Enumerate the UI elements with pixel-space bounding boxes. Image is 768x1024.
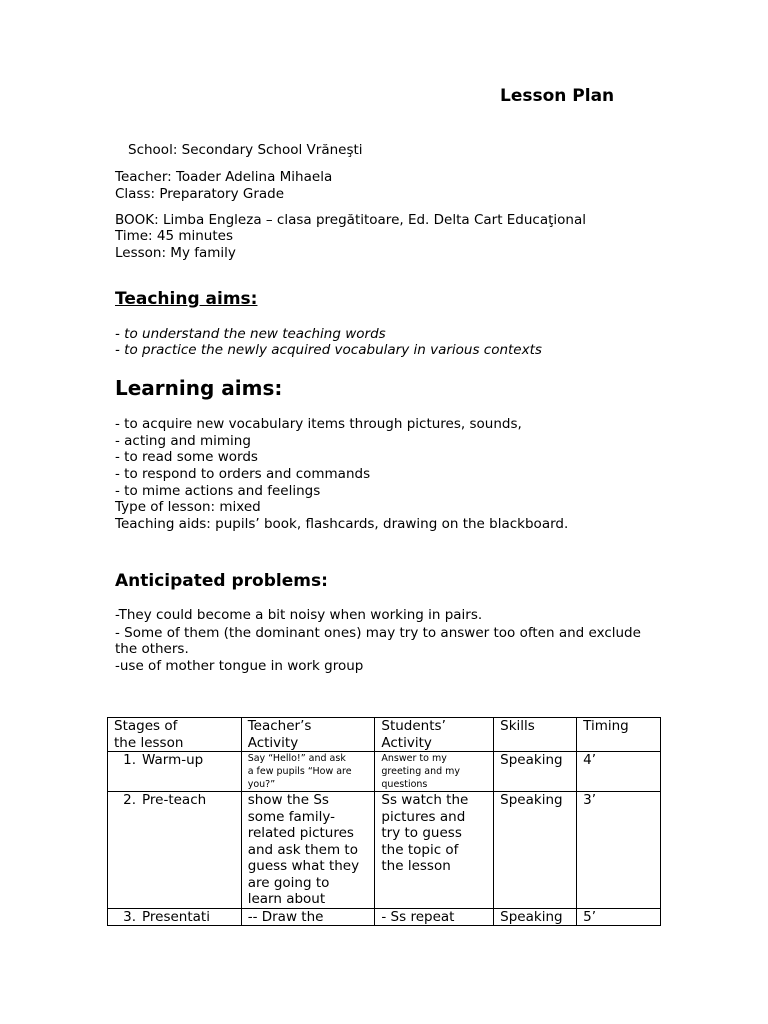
cell-line: related pictures [247, 825, 354, 841]
teacher-line: Teacher: Toader Adelina Mihaela [115, 169, 333, 185]
problem-line: - Some of them (the dominant ones) may try to answer too often and exclude [115, 625, 641, 641]
cell-line: show the Ss [247, 792, 329, 808]
header-skills: Skills [494, 718, 577, 752]
header-teacher-activity [241, 718, 375, 752]
cell-line: Ss watch the [381, 792, 469, 808]
lesson-plan-table [107, 717, 661, 926]
timing-cell: 3’ [577, 792, 661, 909]
problem-line: the others. [115, 641, 189, 657]
table-row [108, 752, 661, 792]
document-title: Lesson Plan [500, 86, 615, 106]
timing-cell: 5’ [577, 908, 661, 926]
stage-name: Presentati [142, 908, 210, 925]
teacher-activity-cell [241, 752, 375, 792]
stage-number: 3. [123, 908, 136, 925]
header-text: Activity [381, 734, 432, 751]
table-row [108, 792, 661, 909]
cell-line: a few pupils “How are [247, 766, 352, 777]
cell-line: the lesson [381, 858, 451, 874]
stage-cell [108, 908, 242, 926]
learning-aims-heading: Learning aims: [115, 376, 283, 400]
cell-line: -- Draw the [247, 908, 324, 925]
problem-line: -use of mother tongue in work group [115, 658, 364, 674]
cell-line: learn about [247, 891, 326, 907]
learning-aim-item: - acting and miming [115, 433, 251, 449]
problem-line: -They could become a bit noisy when working in pairs. [115, 607, 483, 623]
header-text: Stages of [114, 718, 178, 734]
stage-number: 2. [123, 792, 136, 808]
time-line: Time: 45 minutes [115, 228, 233, 244]
cell-line: try to guess [381, 825, 462, 841]
skills-cell: Speaking [494, 752, 577, 792]
header-stages [108, 718, 242, 752]
header-students-activity [375, 718, 494, 752]
cell-line: - Ss repeat [381, 908, 455, 925]
students-activity-cell [375, 792, 494, 909]
students-activity-cell [375, 908, 494, 926]
timing-cell: 4’ [577, 752, 661, 792]
learning-aim-item: - to read some words [115, 449, 258, 465]
teaching-aim-item: - to practice the newly acquired vocabulary in various contexts [115, 342, 542, 358]
learning-aim-item: - to mime actions and feelings [115, 483, 321, 499]
book-line: BOOK: Limba Engleza – clasa pregătitoare, Ed. Delta Cart Educaţional [115, 212, 587, 228]
learning-aim-item: - to acquire new vocabulary items through pictures, sounds, [115, 416, 522, 432]
header-text: Students’ [381, 718, 446, 734]
cell-line: are going to [247, 874, 330, 891]
students-activity-cell [375, 752, 494, 792]
cell-line: Say “Hello!” and ask [247, 753, 346, 764]
skills-cell: Speaking [494, 908, 577, 926]
lesson-line: Lesson: My family [115, 245, 236, 261]
cell-line: and ask them to [247, 841, 358, 858]
table-row [108, 908, 661, 926]
cell-line: the topic of [381, 841, 459, 858]
stage-name: Warm-up [142, 752, 204, 768]
cell-line: guess what they [247, 858, 360, 874]
header-text: the lesson [114, 734, 184, 751]
anticipated-problems-heading: Anticipated problems: [115, 571, 328, 591]
cell-line: Answer to my [381, 753, 447, 764]
teacher-activity-cell [241, 908, 375, 926]
class-line: Class: Preparatory Grade [115, 186, 285, 202]
header-timing: Timing [577, 718, 661, 752]
stage-cell [108, 752, 242, 792]
table-header-row [108, 718, 661, 752]
cell-line: some family- [247, 808, 336, 825]
teaching-aim-item: - to understand the new teaching words [115, 326, 386, 342]
cell-line: greeting and my [381, 766, 461, 777]
lesson-type-line: Type of lesson: mixed [115, 499, 261, 515]
stage-cell [108, 792, 242, 909]
teacher-activity-cell [241, 792, 375, 909]
cell-line: you?” [247, 779, 276, 790]
skills-cell: Speaking [494, 792, 577, 909]
stage-number: 1. [123, 752, 136, 768]
header-text: Teacher’s [247, 718, 312, 734]
school-line: School: Secondary School Vrăneşti [128, 142, 363, 158]
teaching-aids-line: Teaching aids: pupils’ book, flashcards, drawing on the blackboard. [115, 516, 569, 532]
stage-name: Pre-teach [142, 792, 207, 808]
learning-aim-item: - to respond to orders and commands [115, 466, 371, 482]
teaching-aims-heading: Teaching aims: [115, 289, 258, 309]
cell-line: questions [381, 779, 428, 790]
cell-line: pictures and [381, 808, 466, 825]
header-text: Activity [247, 734, 299, 751]
